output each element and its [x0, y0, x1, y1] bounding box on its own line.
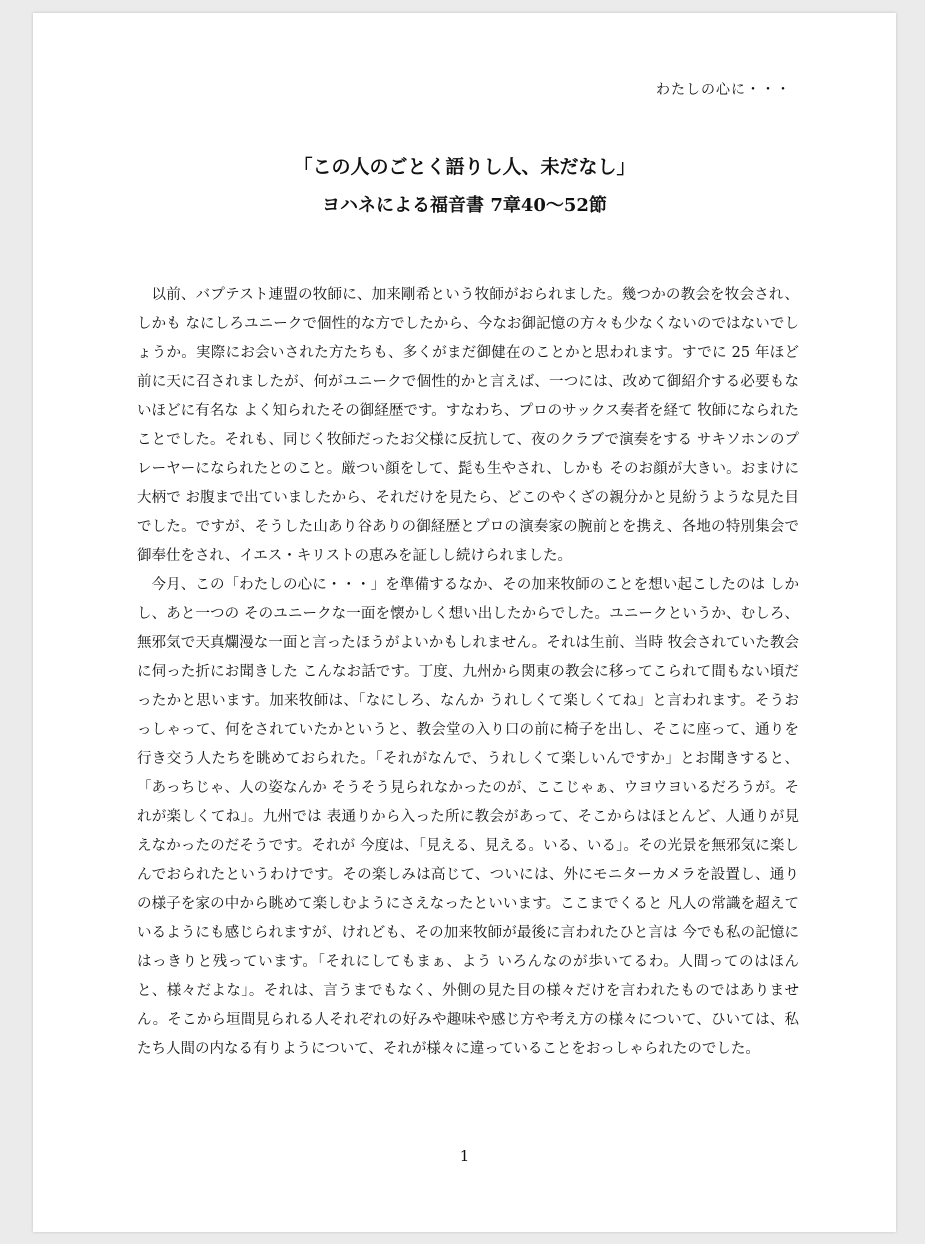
series-header: わたしの心に・・・ [656, 82, 791, 98]
page-number: 1 [459, 1147, 470, 1165]
sermon-title: 「この人のごとく語りし人、未だなし」 [293, 156, 636, 178]
scripture-reference: ヨハネによる福音書 7章40～52節 [322, 195, 607, 216]
document-page [33, 13, 896, 1232]
body-text [137, 281, 799, 1064]
paragraph: 以前、バプテスト連盟の牧師に、加来剛希という牧師がおられました。幾つかの教会を牧会され、しかも なにしろユニークで個性的な方でしたから、今なお御記憶の方々も少なくないのではないでしょうか。実際にお会いされた方たちも、多くがまだ御健在のことかと思われます。すでに 25 年ほど前に天に召されましたが、何がユニークで個性的かと言えば、一つには、改めて御紹介する必要もないほどに有名な よく知られたその御経歴です。すなわち、プロのサックス奏者を経て 牧師になられたことでした。それも、同じく牧師だったお父様に反抗して、夜のクラブで演奏をする サキソホンのプレーヤーになられたとのこと。厳つい顔をして、髭も生やされ、しかも そのお顔が大きい。おまけに大柄で お腹まで出ていましたから、それだけを見たら、どこのやくざの親分かと見紛うような見た目でした。ですが、そうした山あり谷ありの御経歴とプロの演奏家の腕前とを携え、各地の特別集会で御奉仕をされ、イエス・キリストの恵みを証しし続けられました。 [137, 287, 799, 564]
paragraph: 今月、この「わたしの心に・・・」を準備するなか、その加来牧師のことを想い起こしたのは しかし、あと一つの そのユニークな一面を懐かしく想い出したからでした。ユニークというか、むしろ、無邪気で天真爛漫な一面と言ったほうがよいかもしれません。それは生前、当時 牧会されていた教会に伺った折にお聞きした こんなお話です。丁度、九州から関東の教会に移ってこられて間もない頃だったかと思います。加来牧師は、「なにしろ、なんか うれしくて楽しくてね」と言われます。そうおっしゃって、何をされていたかというと、教会堂の入り口の前に椅子を出し、そこに座って、通りを行き交う人たちを眺めておられた。「それがなんで、うれしくて楽しいんですか」とお聞きすると、「あっちじゃ、人の姿なんか そうそう見られなかったのが、ここじゃぁ、ウヨウヨいるだろうが。それが楽しくてね」。九州では 表通りから入った所に教会があって、そこからはほとんど、人通りが見えなかったのだそうです。それが 今度は、「見える、見える。いる、いる」。その光景を無邪気に楽しんでおられたというわけです。その楽しみは高じて、ついには、外にモニターカメラを設置し、通りの様子を家の中から眺めて楽しむようにさえなったといいます。ここまでくると 凡人の常識を超えているようにも感じられますが、けれども、その加来牧師が最後に言われたひと言は 今でも私の記憶にはっきりと残っています。「それにしてもまぁ、よう いろんなのが歩いてるわ。人間ってのはほんと、様々だよな」。それは、言うまでもなく、外側の見た目の様々だけを言われたものではありません。そこから垣間見られる人それぞれの好みや趣味や感じ方や考え方の様々について、ひいては、私たち人間の内なる有りようについて、それが様々に違っていることをおっしゃられたのでした。 [137, 577, 799, 1057]
